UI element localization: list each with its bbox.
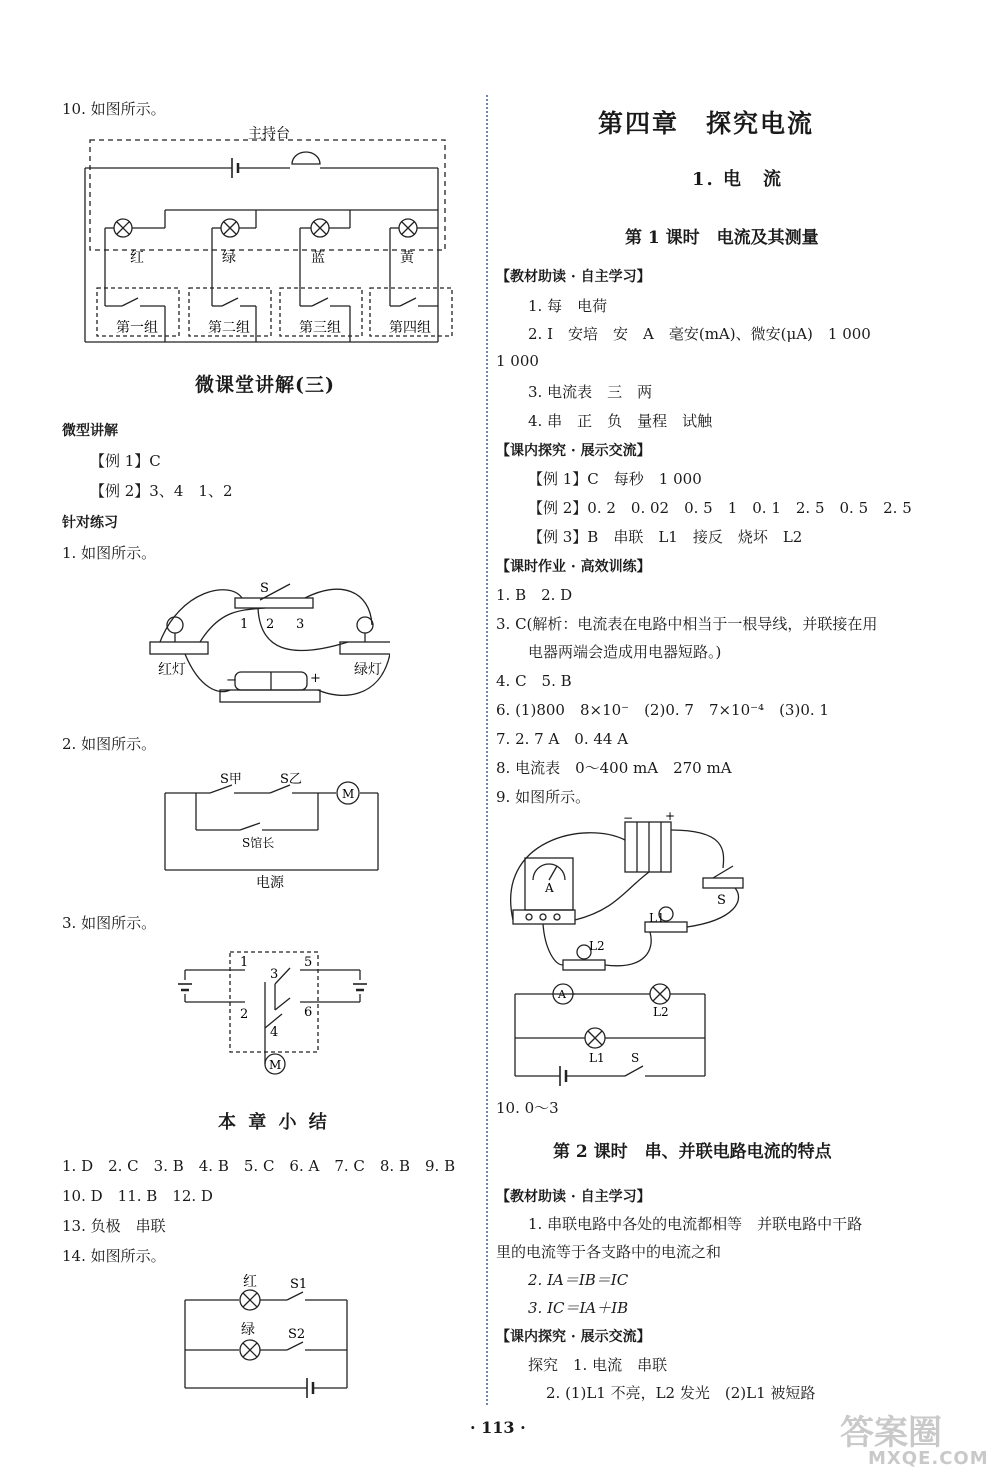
lesson1-head-c: 【课时作业 · 高效训练】 xyxy=(496,559,651,575)
svg-text:红灯: 红灯 xyxy=(158,662,186,678)
svg-text:第三组: 第三组 xyxy=(299,320,341,336)
svg-text:黄: 黄 xyxy=(400,250,414,266)
page-number: · 113 · xyxy=(470,1418,526,1437)
svg-text:A: A xyxy=(545,881,554,895)
practice-2: 2. 如图所示。 xyxy=(62,735,157,753)
micro-lesson-title: 微课堂讲解(三) xyxy=(195,374,335,396)
svg-text:绿灯: 绿灯 xyxy=(354,662,382,678)
example-1: 【例 1】C xyxy=(90,452,161,470)
lesson2-d3: 3. IC＝IA＋IB xyxy=(528,1299,629,1317)
lesson1-c3: 3. C(解析：电流表在电路中相当于一根导线，并联接在用 xyxy=(496,615,878,633)
lesson2-head-d: 【教材助读 · 自主学习】 xyxy=(496,1189,651,1205)
lesson1-head-b: 【课内探究 · 展示交流】 xyxy=(496,443,651,459)
lesson2-e2: 2. (1)L1 不亮，L2 发光 (2)L1 被短路 xyxy=(546,1384,816,1402)
practice-heading: 针对练习 xyxy=(62,515,118,531)
svg-text:第四组: 第四组 xyxy=(389,320,431,336)
figure-host-circuit xyxy=(60,120,460,350)
summary-line-3: 13. 负极 串联 xyxy=(62,1217,166,1235)
column-divider xyxy=(486,95,488,1405)
lesson2-e1: 探究 1. 电流 串联 xyxy=(528,1356,668,1374)
figure-practice-3 xyxy=(170,940,380,1080)
svg-text:L2: L2 xyxy=(653,1005,669,1019)
svg-text:S乙: S乙 xyxy=(280,772,302,787)
svg-text:5: 5 xyxy=(304,955,313,970)
practice-3: 3. 如图所示。 xyxy=(62,914,157,932)
svg-text:S馆长: S馆长 xyxy=(242,836,275,850)
svg-text:−: − xyxy=(623,811,634,825)
svg-text:3: 3 xyxy=(296,617,305,632)
svg-text:第一组: 第一组 xyxy=(116,320,158,336)
lesson-2-title: 第 2 课时 串、并联电路电流的特点 xyxy=(553,1142,832,1162)
svg-text:2: 2 xyxy=(266,617,275,632)
section-title: 1. 电 流 xyxy=(692,169,784,190)
svg-text:6: 6 xyxy=(304,1005,313,1020)
svg-text:2: 2 xyxy=(240,1007,249,1022)
svg-text:绿: 绿 xyxy=(241,1322,255,1338)
label-host-desk: 主持台 xyxy=(248,126,290,142)
svg-text:红: 红 xyxy=(243,1274,257,1290)
watermark-url: MXQE.COM xyxy=(868,1448,989,1469)
svg-text:L1: L1 xyxy=(589,1051,605,1065)
chapter-title: 第四章 探究电流 xyxy=(598,109,815,138)
example-2: 【例 2】3、4 1、2 xyxy=(90,482,233,500)
svg-text:蓝: 蓝 xyxy=(311,250,325,266)
svg-text:S2: S2 xyxy=(288,1327,306,1342)
figure-lesson1-9 xyxy=(505,810,755,1090)
lesson1-c10: 10. 0～3 xyxy=(496,1099,559,1117)
lesson2-head-e: 【课内探究 · 展示交流】 xyxy=(496,1329,651,1345)
lesson1-a4: 4. 串 正 负 量程 试触 xyxy=(528,412,713,430)
lesson1-b3: 【例 3】B 串联 L1 接反 烧坏 L2 xyxy=(528,528,803,546)
summary-line-4: 14. 如图所示。 xyxy=(62,1247,166,1265)
svg-text:S甲: S甲 xyxy=(220,772,242,787)
lesson1-b2: 【例 2】0. 2 0. 02 0. 5 1 0. 1 2. 5 0. 5 2. 5 xyxy=(528,499,912,517)
svg-text:绿: 绿 xyxy=(222,250,236,266)
svg-text:L1: L1 xyxy=(649,911,665,925)
svg-text:+: + xyxy=(665,810,676,823)
svg-text:3: 3 xyxy=(270,967,279,982)
figure-practice-1 xyxy=(140,570,390,720)
svg-text:−: − xyxy=(226,673,237,688)
lesson1-head-a: 【教材助读 · 自主学习】 xyxy=(496,269,651,285)
watermark-logo: 答案圈 xyxy=(840,1413,942,1453)
svg-text:M: M xyxy=(269,1058,282,1072)
summary-line-1: 1. D 2. C 3. B 4. B 5. C 6. A 7. C 8. B 9. B xyxy=(62,1157,456,1175)
lesson1-c3-cont: 电器两端会造成用电器短路。) xyxy=(528,643,722,661)
svg-text:A: A xyxy=(558,988,566,1001)
svg-text:L2: L2 xyxy=(589,939,605,953)
lesson1-a1: 1. 每 电荷 xyxy=(528,297,608,315)
lesson2-d1: 1. 串联电路中各处的电流都相等 并联电路中干路 xyxy=(528,1215,863,1233)
question-10: 10. 如图所示。 xyxy=(62,100,166,118)
svg-text:S1: S1 xyxy=(290,1277,308,1292)
chapter-summary-title: 本 章 小 结 xyxy=(218,1112,330,1133)
svg-text:1: 1 xyxy=(240,955,249,970)
svg-text:红: 红 xyxy=(130,250,144,266)
lesson1-c6: 6. (1)800 8×10⁻ (2)0. 7 7×10⁻⁴ (3)0. 1 xyxy=(496,701,829,719)
svg-text:电源: 电源 xyxy=(256,875,284,891)
svg-text:S: S xyxy=(717,893,726,908)
svg-text:M: M xyxy=(342,787,355,801)
lesson1-b1: 【例 1】C 每秒 1 000 xyxy=(528,470,702,488)
svg-text:S: S xyxy=(260,581,269,596)
lesson1-c8: 8. 电流表 0～400 mA 270 mA xyxy=(496,759,732,777)
svg-text:+: + xyxy=(310,671,321,686)
svg-text:S: S xyxy=(631,1051,640,1065)
lesson1-a2: 2. I 安培 安 A 毫安(mA)、微安(μA) 1 000 xyxy=(528,325,871,343)
svg-text:1: 1 xyxy=(240,617,249,632)
lesson2-d1-cont: 里的电流等于各支路中的电流之和 xyxy=(496,1243,722,1261)
svg-text:4: 4 xyxy=(270,1025,279,1040)
micro-lesson-subtitle: 微型讲解 xyxy=(62,423,118,439)
lesson1-c1: 1. B 2. D xyxy=(496,586,573,604)
summary-line-2: 10. D 11. B 12. D xyxy=(62,1187,213,1205)
lesson1-c7: 7. 2. 7 A 0. 44 A xyxy=(496,730,629,748)
figure-summary-14 xyxy=(175,1270,365,1400)
svg-text:第二组: 第二组 xyxy=(208,320,250,336)
lesson1-c4: 4. C 5. B xyxy=(496,672,572,690)
lesson1-c9: 9. 如图所示。 xyxy=(496,788,591,806)
lesson-1-title: 第 1 课时 电流及其测量 xyxy=(625,228,819,248)
lesson2-d2: 2. IA＝IB＝IC xyxy=(528,1271,629,1289)
practice-1: 1. 如图所示。 xyxy=(62,544,157,562)
figure-practice-2 xyxy=(160,765,390,895)
lesson1-a3: 3. 电流表 三 两 xyxy=(528,383,653,401)
lesson1-a2-cont: 1 000 xyxy=(496,352,539,370)
